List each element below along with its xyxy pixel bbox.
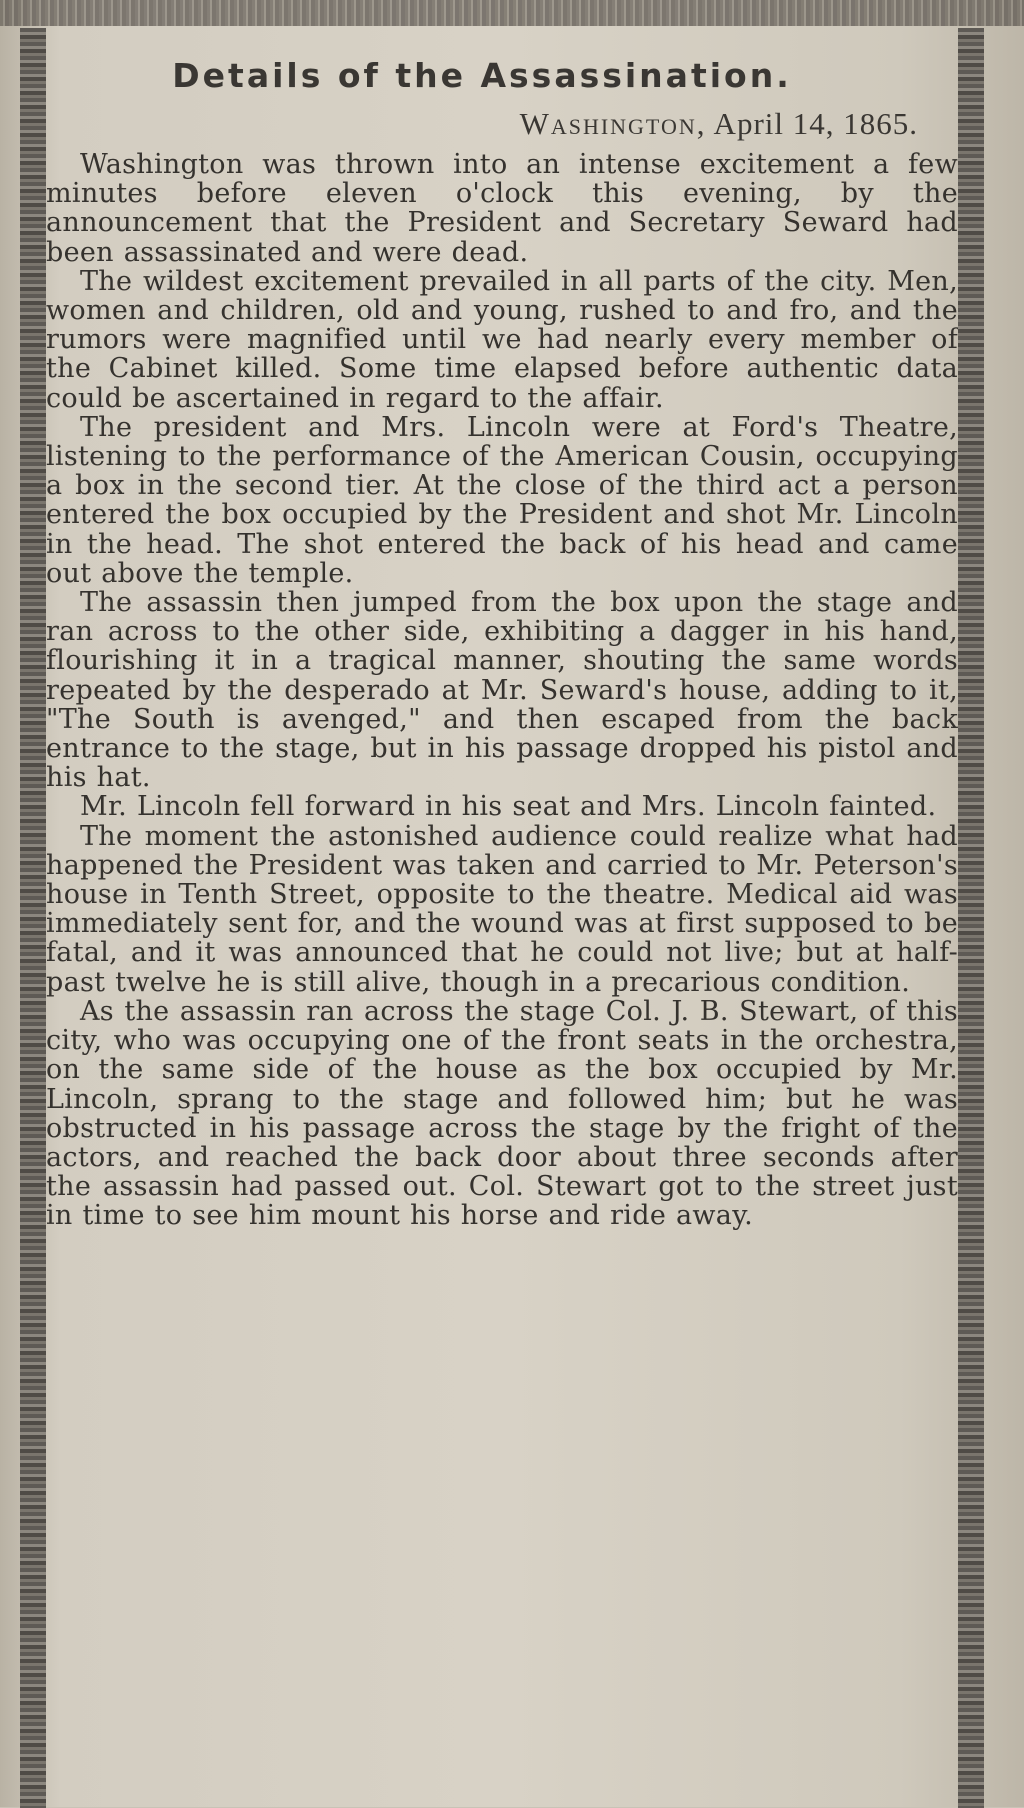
- article-headline: Details of the Assassination.: [172, 56, 792, 95]
- article-dateline: [46, 104, 958, 144]
- article-column: [46, 48, 958, 1807]
- dateline-date: April 14, 1865.: [706, 106, 918, 141]
- article-paragraph: The wildest excitement prevailed in all parts of the city. Men, women and children, old and young, rushed to and fro, and the rumors were magnified until we had nearly every member of the Cabinet killed. Some time elapsed before authentic data could be ascertained in regard to the affair.: [46, 265, 958, 414]
- article-paragraph: Mr. Lincoln fell forward in his seat and Mrs. Lincoln fainted.: [80, 791, 937, 823]
- left-column-rule: [20, 28, 46, 1808]
- top-border-rule: [0, 0, 1024, 26]
- article-paragraph: The president and Mrs. Lincoln were at Ford's Theatre, listening to the performance of the American Cousin, occupying a box in the second tier. At the close of the third act a person entered the box occupied by the President and shot Mr. Lincoln in the head. The shot entered the back of his head and came out above the temple.: [46, 411, 958, 589]
- article-paragraph: Washington was thrown into an intense excitement a few minutes before eleven o'clock this evening, by the announcement that the President and Secretary Seward had been assassinated and were dead.: [46, 149, 958, 268]
- dateline-city: Washington,: [519, 106, 707, 141]
- article-paragraph: The assassin then jumped from the box upon the stage and ran across to the other side, exhibiting a dagger in his hand, flourishing it in a tragical manner, shouting the same words repeated by the desperado at Mr. Seward's house, adding to it, "The South is avenged," and then escaped from the back entrance to the stage, but in his passage dropped his pistol and his hat.: [46, 587, 958, 794]
- article-paragraph: The moment the astonished audience could realize what had happened the President was taken and carried to Mr. Peterson's house in Tenth Street, opposite to the theatre. Medical aid was immediately sent for, and the wound was at first supposed to be fatal, and it was announced that he could not live; but at half-past twelve he is still alive, though in a precarious condition.: [46, 820, 958, 998]
- article-paragraph: As the assassin ran across the stage Col. J. B. Stewart, of this city, who was occupying one of the front seats in the orchestra, on the same side of the house as the box occupied by Mr. Lincoln, sprang to the stage and followed him; but he was obstructed in his passage across the stage by the fright of the actors, and reached the back door about three seconds after the assassin had passed out. Col. Stewart got to the street just in time to see him mount his horse and ride away.: [46, 995, 958, 1232]
- right-column-rule: [958, 28, 984, 1808]
